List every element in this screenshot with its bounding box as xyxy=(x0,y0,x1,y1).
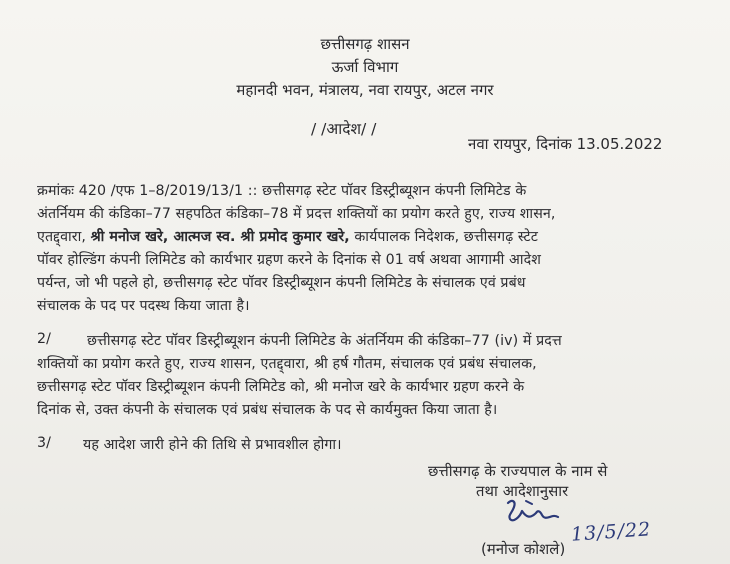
para2-line4: दिनांक से, उक्त कंपनी के संचालक एवं प्रबंध संचालक के पद से कार्यमुक्त किया जाता है। xyxy=(37,402,498,418)
handwritten-date: 13/5/22 xyxy=(570,518,652,546)
signatory-name: (मनोज कोशले) xyxy=(481,541,566,558)
header-government: छत्तीसगढ़ शासन xyxy=(320,35,410,53)
para1-line3 xyxy=(37,227,538,246)
para2-number: 2/ xyxy=(37,331,52,347)
para1-line2: अंतर्नियम की कंडिका–77 सहपठित कंडिका–78 में प्रदत्त शक्तियों का प्रयोग करते हुए, राज्य शासन, xyxy=(37,206,556,222)
appointee-name: श्री मनोज खरे, आत्मज स्व. श्री प्रमोद कुमार खरे, xyxy=(90,229,350,245)
para1-line3-c: कार्यपालक निदेशक, छत्तीसगढ़ स्टेट xyxy=(349,229,539,245)
para3-line1: यह आदेश जारी होने की तिथि से प्रभावशील होगा। xyxy=(83,437,342,453)
para1-line3-a: एतद्द्वारा, xyxy=(37,229,91,245)
para3-number: 3/ xyxy=(37,435,52,451)
place-date: नवा रायपुर, दिनांक 13.05.2022 xyxy=(468,135,663,153)
header-department: ऊर्जा विभाग xyxy=(331,58,399,76)
signature-order-line: तथा आदेशानुसार xyxy=(476,483,569,500)
para1-line5: पर्यन्त, जो भी पहले हो, छत्तीसगढ़ स्टेट पॉवर डिस्ट्रीब्यूशन कंपनी लिमिटेड के संचालक एवं प्रबंध xyxy=(37,275,526,291)
header-address: महानदी भवन, मंत्रालय, नवा रायपुर, अटल नगर xyxy=(236,81,494,99)
para1-line1: क्रमांकः 420 /एफ 1–8/2019/13/1 :: छत्तीसगढ़ स्टेट पॉवर डिस्ट्रीब्यूशन कंपनी लिमिटेड के xyxy=(37,183,527,199)
para2-line1: छत्तीसगढ़ स्टेट पॉवर डिस्ट्रीब्यूशन कंपनी लिमिटेड के अंतर्नियम की कंडिका–77 (iv) में प्रदत्त xyxy=(87,333,562,349)
para1-line4: पॉवर होल्डिंग कंपनी लिमिटेड को कार्यभार ग्रहण करने के दिनांक से 01 वर्ष अथवा आगामी आदेश xyxy=(37,252,541,268)
para1-line6: संचालक के पद पर पदस्थ किया जाता है। xyxy=(37,298,250,314)
para2-line2: शक्तियों का प्रयोग करते हुए, राज्य शासन, एतद्द्वारा, श्री हर्ष गौतम, संचालक एवं प्रबंध संचालक, xyxy=(37,356,537,372)
signature-authority: छत्तीसगढ़ के राज्यपाल के नाम से xyxy=(428,463,608,480)
order-title: / /आदेश/ / xyxy=(311,120,377,138)
para2-line3: छत्तीसगढ़ स्टेट पॉवर डिस्ट्रीब्यूशन कंपनी लिमिटेड को, श्री मनोज खरे के कार्यभार ग्रहण करने के xyxy=(37,379,525,395)
